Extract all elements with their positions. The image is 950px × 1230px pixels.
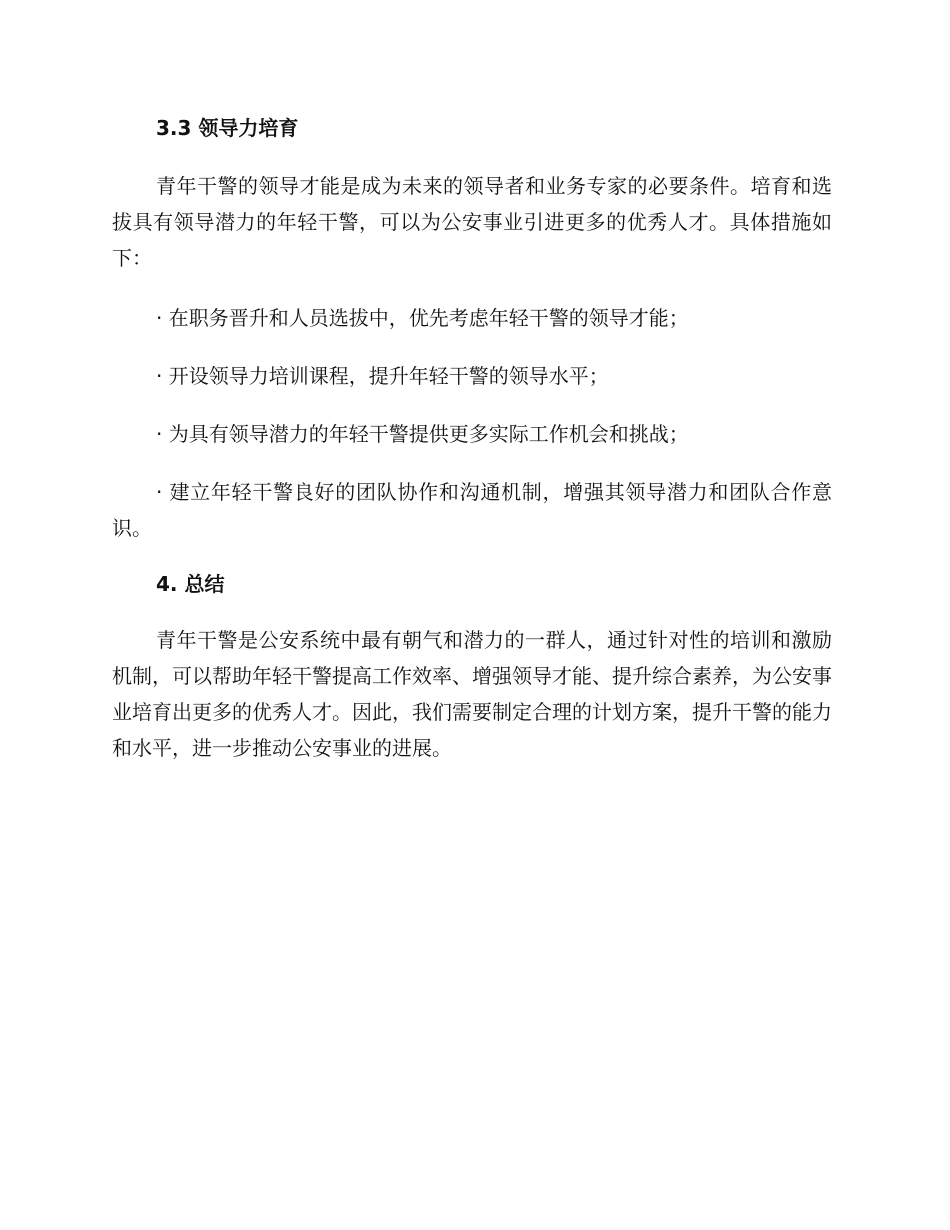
list-item-training-course: · 开设领导力培训课程，提升年轻干警的领导水平； bbox=[156, 364, 609, 388]
section-heading-summary: 4. 总结 bbox=[156, 572, 225, 596]
leadership-intro-paragraph: 青年干警的领导才能是成为未来的领导者和业务专家的必要条件。培育和选拔具有领导潜力的年轻干警，可以为公安事业引进更多的优秀人才。具体措施如下： bbox=[112, 174, 832, 270]
list-item-promotion: · 在职务晋升和人员选拔中，优先考虑年轻干警的领导才能； bbox=[156, 306, 689, 330]
list-item-work-opportunities: · 为具有领导潜力的年轻干警提供更多实际工作机会和挑战； bbox=[156, 422, 689, 446]
summary-paragraph: 青年干警是公安系统中最有朝气和潜力的一群人，通过针对性的培训和激励机制，可以帮助年轻干警提高工作效率、增强领导才能、提升综合素养，为公安事业培育出更多的优秀人才。因此，我们需要制定合理的计划方案，提升干警的能力和水平，进一步推动公安事业的进展。 bbox=[112, 628, 832, 760]
list-item-teamwork: · 建立年轻干警良好的团队协作和沟通机制，增强其领导潜力和团队合作意识。 bbox=[112, 480, 832, 540]
section-heading-leadership: 3.3 领导力培育 bbox=[156, 116, 299, 140]
document-page bbox=[112, 112, 832, 766]
